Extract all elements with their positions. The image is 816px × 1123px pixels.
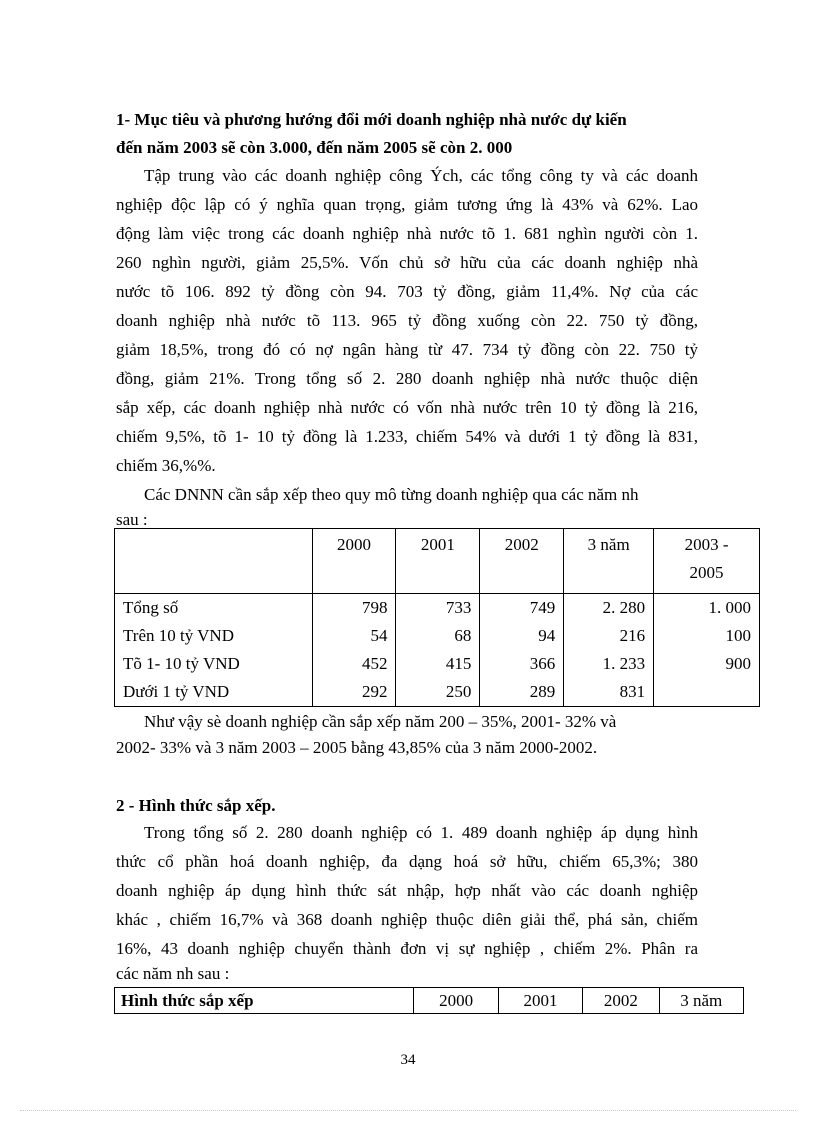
- table-header-row: [115, 988, 744, 1014]
- section2-para-line: 16%, 43 doanh nghiệp chuyển thành đơn vị sự nghiệp , chiếm 2%. Phân ra: [116, 939, 698, 958]
- table-cell: 292: [312, 678, 396, 707]
- table-cell: 798: [312, 594, 396, 623]
- para1-line: sắp xếp, các doanh nghiệp nhà nước có vốn nhà nước trên 10 tỷ đồng là 216,: [116, 398, 698, 417]
- table-cell: 100: [654, 622, 760, 650]
- para1-line: chiếm 9,5%, tõ 1- 10 tỷ đồng là 1.233, chiếm 54% và dưới 1 tỷ đồng là 831,: [116, 427, 698, 446]
- table-cell: 366: [480, 650, 564, 678]
- table-row: [115, 650, 760, 678]
- para3-line: Như vậy sè doanh nghiệp cần sắp xếp năm 200 – 35%, 2001- 32% và: [144, 712, 617, 731]
- dnnn-scale-table: [114, 528, 760, 707]
- table-header-cell: 2001: [396, 529, 480, 594]
- table-header-cell: 2000: [414, 988, 498, 1014]
- table-row: [115, 594, 760, 623]
- table-header-cell: 2002: [583, 988, 659, 1014]
- section2-para-line: các năm nh sau :: [116, 964, 230, 983]
- para2-line: sau :: [116, 510, 148, 529]
- table-header-cell: 2002: [480, 529, 564, 594]
- table-cell: 415: [396, 650, 480, 678]
- table-header-cell-period: [654, 529, 760, 594]
- table-header-cell: 3 năm: [659, 988, 743, 1014]
- table-cell: 749: [480, 594, 564, 623]
- table-header-cell: 2000: [312, 529, 396, 594]
- table-header-cell: Hình thức sắp xếp: [115, 988, 414, 1014]
- table-row: [115, 678, 760, 707]
- table-cell: 733: [396, 594, 480, 623]
- para1-line: đồng, giảm 21%. Trong tổng số 2. 280 doanh nghiệp nhà nước thuộc diện: [116, 369, 698, 388]
- table-cell: 94: [480, 622, 564, 650]
- table-cell: 54: [312, 622, 396, 650]
- section2-para-line: khác , chiếm 16,7% và 368 doanh nghiệp thuộc diên giải thể, phá sản, chiếm: [116, 910, 698, 929]
- table-header-cell: [115, 529, 313, 594]
- para1-line: nghiệp độc lập có ý nghĩa quan trọng, giảm tương ứng là 43% và 62%. Lao: [116, 195, 698, 214]
- table-header-cell: 3 năm: [564, 529, 654, 594]
- row-label: Dưới 1 tỷ VND: [115, 678, 313, 707]
- table-cell: 1. 000: [654, 594, 760, 623]
- para1-line: doanh nghiệp nhà nước tõ 113. 965 tỷ đồng xuống còn 22. 750 tỷ đồng,: [116, 311, 698, 330]
- row-label: Tõ 1- 10 tỷ VND: [115, 650, 313, 678]
- section2-heading: 2 - Hình thức sắp xếp.: [116, 796, 276, 815]
- para2-line: Các DNNN cần sắp xếp theo quy mô từng doanh nghiệp qua các năm nh: [144, 485, 639, 504]
- table-row: [115, 622, 760, 650]
- table-header-row: [115, 529, 760, 594]
- para1-line: Tập trung vào các doanh nghiệp công Ých, các tổng công ty và các doanh: [144, 166, 698, 185]
- table-cell: 900: [654, 650, 760, 678]
- para1-line: chiếm 36,%%.: [116, 456, 216, 475]
- section1-heading-line2: đến năm 2003 sẽ còn 3.000, đến năm 2005 sẽ còn 2. 000: [116, 138, 513, 157]
- table-cell: 216: [564, 622, 654, 650]
- table-cell: 1. 233: [564, 650, 654, 678]
- table-cell: [654, 678, 760, 707]
- section2-para-line: doanh nghiệp áp dụng hình thức sát nhập, hợp nhất vào các doanh nghiệp: [116, 881, 698, 900]
- para1-line: giảm 18,5%, trong đó có nợ ngân hàng từ 47. 734 tỷ đồng còn 22. 750 tỷ: [116, 340, 698, 359]
- period-start: 2003 -: [684, 535, 729, 554]
- row-label: Tổng số: [115, 594, 313, 623]
- arrangement-form-table: [114, 987, 744, 1014]
- table-cell: 289: [480, 678, 564, 707]
- section1-heading: [116, 106, 706, 162]
- para1-line: 260 nghìn người, giảm 25,5%. Vốn chủ sở hữu của các doanh nghiệp nhà: [116, 253, 698, 272]
- period-end: 2005: [689, 563, 724, 582]
- table-cell: 250: [396, 678, 480, 707]
- section2-para-line: thức cổ phần hoá doanh nghiệp, đa dạng hoá sở hữu, chiếm 65,3%; 380: [116, 852, 698, 871]
- table-cell: 452: [312, 650, 396, 678]
- para1-line: động làm việc trong các doanh nghiệp nhà nước tõ 1. 681 nghìn người còn 1.: [116, 224, 698, 243]
- para3-line: 2002- 33% và 3 năm 2003 – 2005 bằng 43,85% của 3 năm 2000-2002.: [116, 738, 598, 757]
- table-cell: 2. 280: [564, 594, 654, 623]
- table-cell: 831: [564, 678, 654, 707]
- row-label: Trên 10 tỷ VND: [115, 622, 313, 650]
- footer-divider: [20, 1110, 796, 1111]
- table-cell: 68: [396, 622, 480, 650]
- section2-para-line: Trong tổng số 2. 280 doanh nghiệp có 1. 489 doanh nghiệp áp dụng hình: [144, 823, 698, 842]
- page-number: 34: [400, 1052, 416, 1068]
- section1-heading-line1: 1- Mục tiêu và phương hướng đổi mới doanh nghiệp nhà nước dự kiến: [116, 110, 627, 129]
- table-header-cell: 2001: [498, 988, 582, 1014]
- para1-line: nước tõ 106. 892 tỷ đồng còn 94. 703 tỷ đồng, giảm 11,4%. Nợ của các: [116, 282, 698, 301]
